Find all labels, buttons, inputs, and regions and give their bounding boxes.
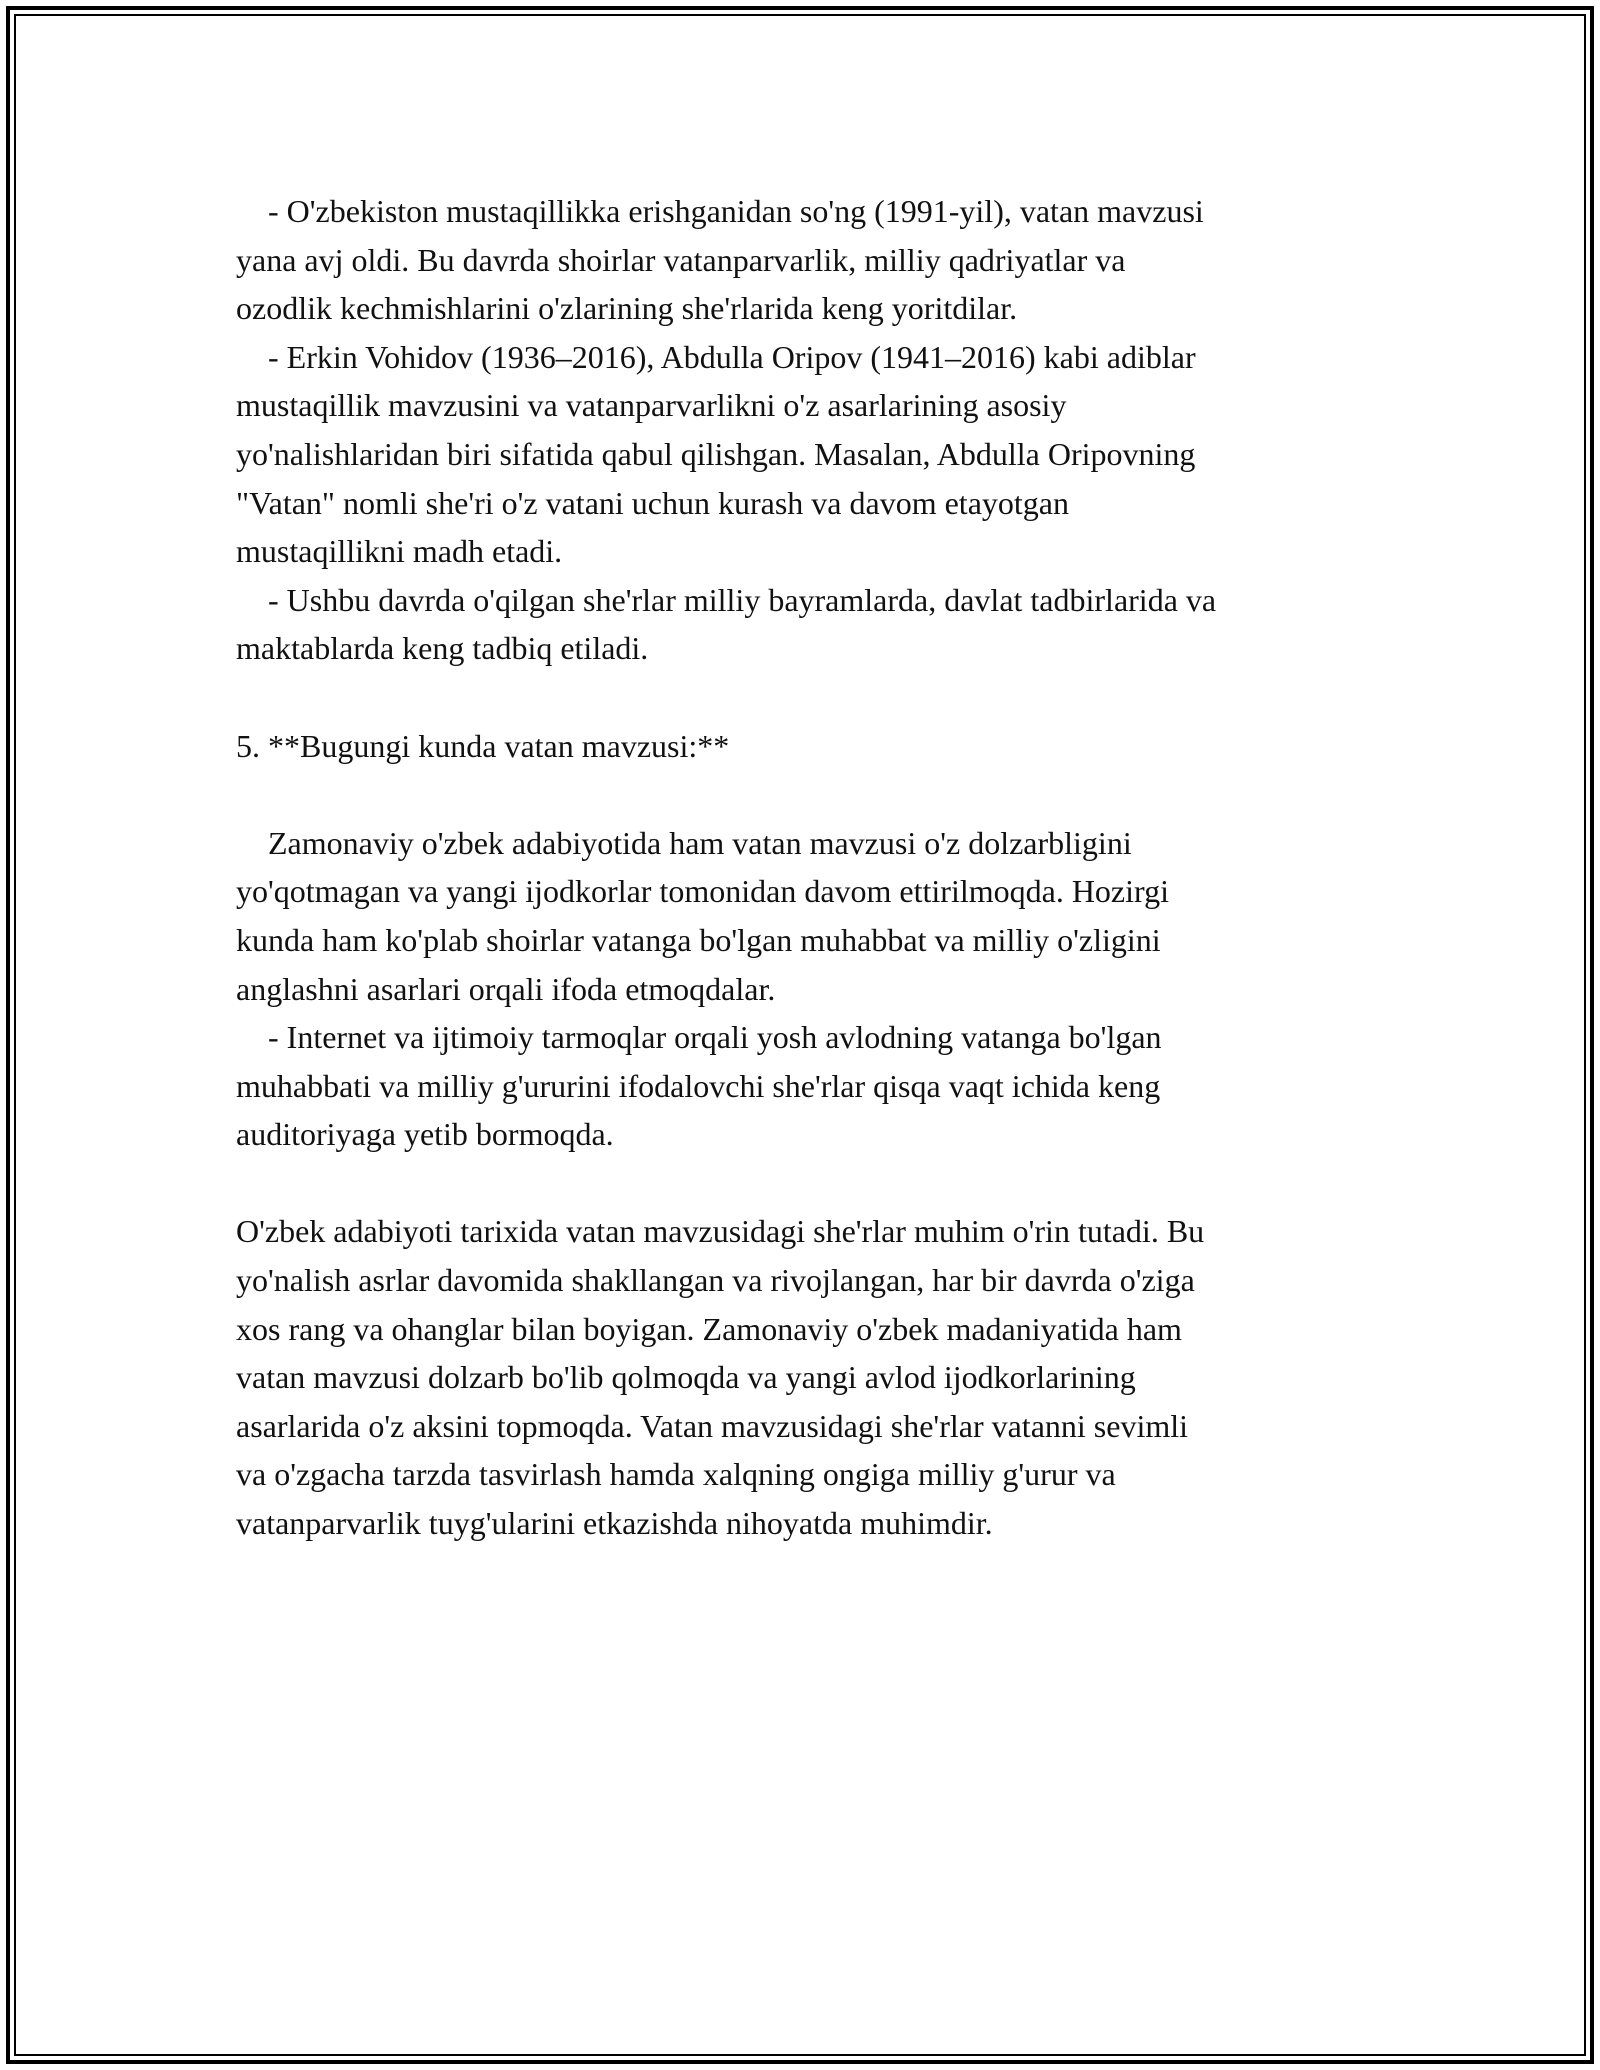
text-line: vatanparvarlik tuyg'ularini etkazishda nihoyatda muhimdir. [236, 1505, 993, 1542]
text-line: kunda ham ko'plab shoirlar vatanga bo'lgan muhabbat va milliy o'zligini [236, 921, 1161, 958]
text-line: - Erkin Vohidov (1936–2016), Abdulla Oripov (1941–2016) kabi adiblar [236, 338, 1196, 375]
text-line: yana avj oldi. Bu davrda shoirlar vatanparvarlik, milliy qadriyatlar va [236, 241, 1126, 278]
text-line: - Internet va ijtimoiy tarmoqlar orqali yosh avlodning vatanga bo'lgan [236, 1019, 1162, 1056]
text-line: mustaqillikni madh etadi. [236, 533, 563, 570]
blank-line [236, 673, 1376, 722]
text-line: xos rang va ohanglar bilan boyigan. Zamonaviy o'zbek madaniyatida ham [236, 1310, 1182, 1347]
text-line: mustaqillik mavzusini va vatanparvarlikni o'z asarlarining asosiy [236, 387, 1067, 424]
text-line: anglashni asarlari orqali ifoda etmoqdalar. [236, 970, 776, 1007]
text-line: - O'zbekiston mustaqillikka erishganidan so'ng (1991-yil), vatan mavzusi [236, 193, 1204, 229]
document-body [236, 187, 1376, 1548]
text-line: - Ushbu davrda o'qilgan she'rlar milliy bayramlarda, davlat tadbirlarida va [236, 581, 1217, 618]
text-line: auditoriyaga yetib bormoqda. [236, 1116, 614, 1153]
text-line: yo'qotmagan va yangi ijodkorlar tomonidan davom ettirilmoqda. Hozirgi [236, 873, 1169, 910]
text-line: yo'nalish asrlar davomida shakllangan va rivojlangan, har bir davrda o'ziga [236, 1262, 1195, 1299]
text-line: Zamonaviy o'zbek adabiyotida ham vatan mavzusi o'z dolzarbligini [236, 824, 1132, 861]
text-line: maktablarda keng tadbiq etiladi. [236, 630, 649, 667]
text-line: vatan mavzusi dolzarb bo'lib qolmoqda va yangi avlod ijodkorlarining [236, 1359, 1136, 1396]
text-line: va o'zgacha tarzda tasvirlash hamda xalqning ongiga milliy g'urur va [236, 1456, 1116, 1493]
text-line: asarlarida o'z aksini topmoqda. Vatan mavzusidagi she'rlar vatanni sevimli [236, 1407, 1188, 1444]
text-line: "Vatan" nomli she'ri o'z vatani uchun kurash va davom etayotgan [236, 484, 1069, 521]
text-line: muhabbati va milliy g'ururini ifodalovchi she'rlar qisqa vaqt ichida keng [236, 1067, 1161, 1104]
text-line: yo'nalishlaridan biri sifatida qabul qilishgan. Masalan, Abdulla Oripovning [236, 435, 1196, 472]
blank-line [236, 770, 1376, 819]
text-line: ozodlik kechmishlarini o'zlarining she'rlarida keng yoritdilar. [236, 290, 1018, 327]
section-heading: 5. **Bugungi kunda vatan mavzusi:** [236, 727, 730, 764]
blank-line [236, 1159, 1376, 1208]
text-line: O'zbek adabiyoti tarixida vatan mavzusidagi she'rlar muhim o'rin tutadi. Bu [236, 1213, 1205, 1250]
